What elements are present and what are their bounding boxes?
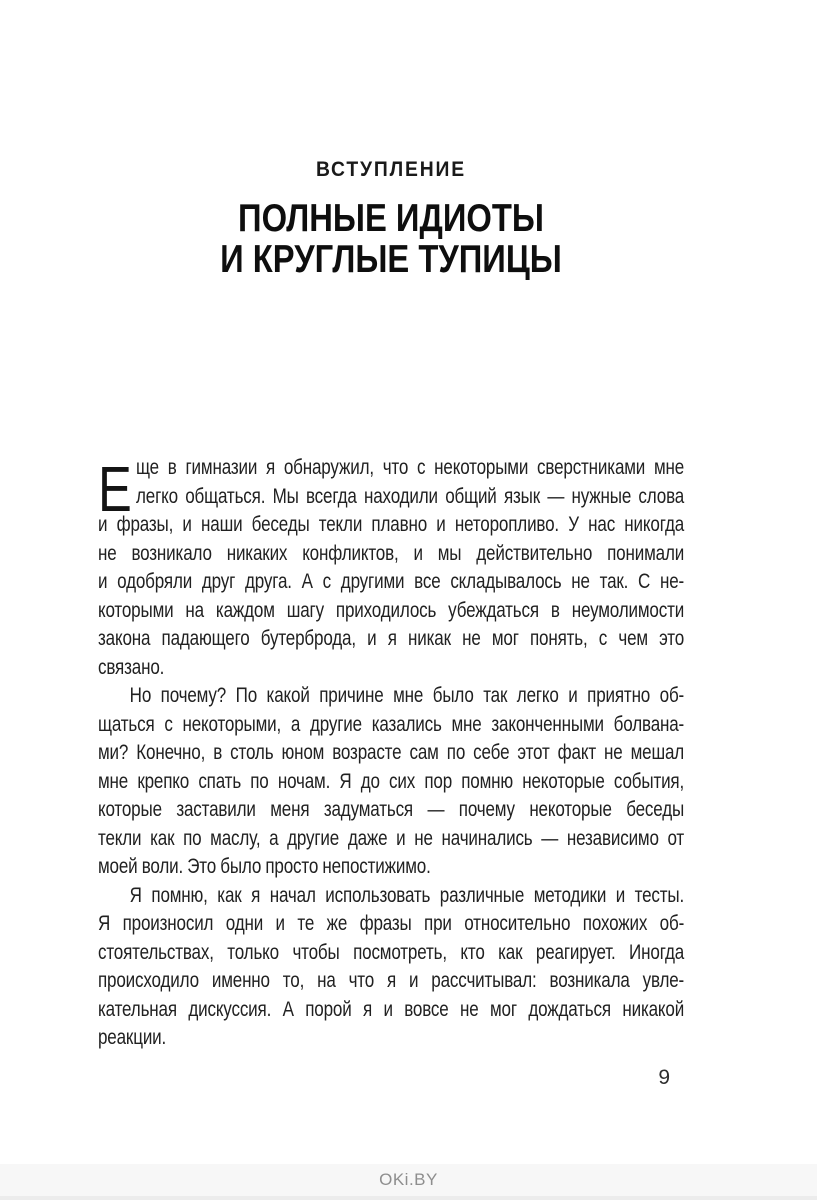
body-line: реакции. xyxy=(98,1025,167,1049)
chapter-title-line1: ПОЛНЫЕ ИДИОТЫ xyxy=(238,197,544,240)
paragraph-1 xyxy=(98,453,684,681)
body-line: Я помню, как я начал использовать различные методики и тесты. xyxy=(129,882,685,907)
body-line: происходило именно то, на что я и рассчитывал: возникала увле- xyxy=(98,968,685,992)
paragraph-3 xyxy=(98,881,684,1052)
body-line: ще в гимназии я обнаружил, что с некоторыми сверстниками мне xyxy=(136,455,685,479)
paragraph-2 xyxy=(98,681,684,881)
body-line: не возникало никаких конфликтов, и мы действительно понимали xyxy=(98,540,685,565)
chapter-title xyxy=(145,198,637,280)
chapter-title-line2: И КРУГЛЫЕ ТУПИЦЫ xyxy=(220,238,562,281)
body-line: связано. xyxy=(98,654,165,679)
body-line: которые заставили меня задуматься — почему некоторые беседы xyxy=(98,797,685,821)
body-line: кательная дискуссия. А порой я и вовсе не мог дождаться никакой xyxy=(98,996,685,1021)
body-line: Но почему? По какой причине мне было так легко и приятно об- xyxy=(129,683,685,707)
body-line: и одобряли друг друга. А с другими все складывалось не так. С не- xyxy=(98,569,685,593)
watermark-text: OKi.BY xyxy=(379,1170,438,1189)
body-line: щаться с некоторыми, а другие казались мне законченными болвана- xyxy=(98,711,685,736)
body-line: текли как по маслу, а другие даже и не начинались — независимо от xyxy=(98,825,685,850)
body-line: моей воли. Это было просто непостижимо. xyxy=(98,854,431,878)
body-line: легко общаться. Мы всегда находили общий язык — нужные слова xyxy=(136,483,685,508)
page-number: 9 xyxy=(658,1066,670,1089)
footer-strip xyxy=(0,1164,817,1200)
body-line: мне крепко спать по ночам. Я до сих пор помню некоторые события, xyxy=(98,768,685,793)
body-line: и фразы, и наши беседы текли плавно и неторопливо. У нас никогда xyxy=(98,512,685,536)
body-text xyxy=(98,453,684,1052)
body-line: которыми на каждом шагу приходилось убеждаться в неумолимости xyxy=(98,597,685,622)
drop-cap: Е xyxy=(98,453,132,525)
body-line: ми? Конечно, в столь юном возрасте сам по себе этот факт не мешал xyxy=(98,740,685,764)
body-line: стоятельствах, только чтобы посмотреть, кто как реагирует. Иногда xyxy=(98,939,685,964)
chapter-kicker: ВСТУПЛЕНИЕ xyxy=(316,158,466,181)
body-line: закона падающего бутерброда, и я никак не мог понять, с чем это xyxy=(98,626,685,650)
body-line: Я произносил одни и те же фразы при относительно похожих об- xyxy=(98,911,685,935)
